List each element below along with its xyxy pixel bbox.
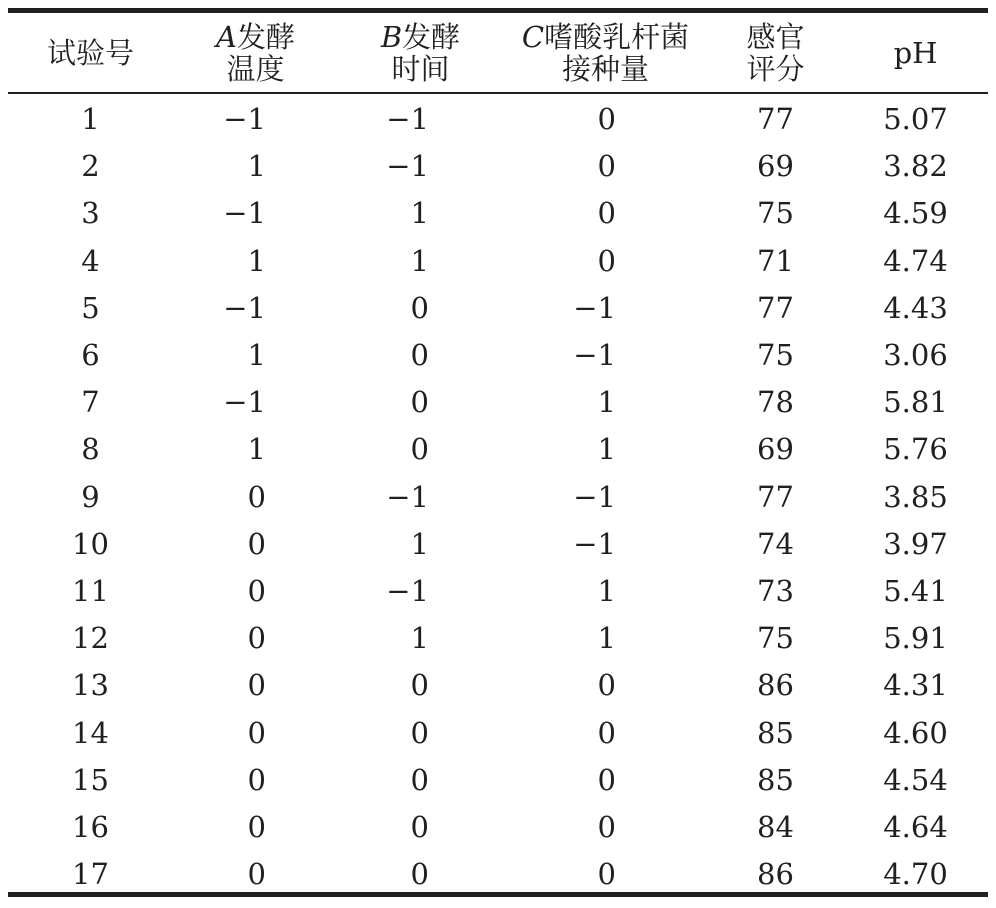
table-row bbox=[8, 96, 988, 143]
factor-b-cell: 1 bbox=[410, 196, 429, 231]
sensory-score-cell: 78 bbox=[757, 385, 794, 420]
ph-cell: 5.07 bbox=[883, 102, 948, 137]
table-row bbox=[8, 190, 988, 237]
header-sensory-score-text2: 评分 bbox=[746, 51, 805, 86]
sensory-score-cell: 75 bbox=[757, 621, 794, 656]
ph-cell: 4.74 bbox=[883, 243, 948, 278]
header-factor-b-var: B bbox=[380, 19, 403, 54]
factor-b-cell: −1 bbox=[386, 573, 429, 608]
ph-cell: 4.31 bbox=[883, 668, 948, 703]
factor-a-cell: 0 bbox=[247, 526, 266, 561]
factor-c-cell: 0 bbox=[597, 809, 616, 844]
trial-no-cell: 12 bbox=[72, 621, 109, 656]
factor-a-cell: −1 bbox=[223, 385, 266, 420]
table-header bbox=[8, 13, 988, 92]
factor-c-cell: 0 bbox=[597, 762, 616, 797]
factor-a-cell: 0 bbox=[247, 857, 266, 892]
table-row bbox=[8, 426, 988, 473]
sensory-score-cell: 73 bbox=[757, 573, 794, 608]
trial-no-cell: 1 bbox=[81, 102, 100, 137]
trial-no-cell: 3 bbox=[81, 196, 100, 231]
ph-cell: 4.43 bbox=[883, 290, 948, 325]
factor-c-cell: 1 bbox=[597, 385, 616, 420]
header-trial-no-label: 试验号 bbox=[46, 35, 134, 70]
factor-b-cell: −1 bbox=[386, 102, 429, 137]
factor-c-cell: −1 bbox=[573, 526, 616, 561]
ph-cell: 3.06 bbox=[883, 338, 948, 373]
factor-b-cell: 0 bbox=[410, 432, 429, 467]
sensory-score-cell: 69 bbox=[757, 432, 794, 467]
factor-b-cell: 0 bbox=[410, 762, 429, 797]
ph-cell: 5.76 bbox=[883, 432, 948, 467]
sensory-score-cell: 86 bbox=[757, 668, 794, 703]
factor-b-cell: 1 bbox=[410, 243, 429, 278]
factor-a-cell: 1 bbox=[247, 432, 266, 467]
factor-a-cell: −1 bbox=[223, 290, 266, 325]
table-row bbox=[8, 143, 988, 190]
factor-c-cell: 0 bbox=[597, 102, 616, 137]
header-ph-label: pH bbox=[893, 35, 938, 70]
factor-b-cell: 0 bbox=[410, 668, 429, 703]
trial-no-cell: 11 bbox=[72, 573, 109, 608]
table-body bbox=[8, 96, 988, 898]
ph-cell: 4.59 bbox=[883, 196, 948, 231]
factor-a-cell: 0 bbox=[247, 715, 266, 750]
factor-c-cell: 0 bbox=[597, 196, 616, 231]
sensory-score-cell: 84 bbox=[757, 809, 794, 844]
ph-cell: 3.82 bbox=[883, 149, 948, 184]
header-trial-no bbox=[8, 13, 173, 92]
header-factor-b-text1: 发酵 bbox=[402, 19, 461, 54]
factor-b-cell: 0 bbox=[410, 857, 429, 892]
ph-cell: 4.70 bbox=[883, 857, 948, 892]
table-row bbox=[8, 615, 988, 662]
factor-c-cell: −1 bbox=[573, 479, 616, 514]
header-sensory-score-text1: 感官 bbox=[746, 19, 805, 54]
trial-no-cell: 5 bbox=[81, 290, 100, 325]
header-factor-b-text2: 时间 bbox=[391, 51, 450, 86]
sensory-score-cell: 77 bbox=[757, 290, 794, 325]
factor-a-cell: 0 bbox=[247, 762, 266, 797]
table-row bbox=[8, 285, 988, 332]
table-bottom-rule bbox=[8, 892, 988, 897]
trial-no-cell: 10 bbox=[72, 526, 109, 561]
table-row bbox=[8, 709, 988, 756]
sensory-score-cell: 71 bbox=[757, 243, 794, 278]
header-ph bbox=[843, 13, 988, 92]
factor-a-cell: 1 bbox=[247, 243, 266, 278]
trial-no-cell: 8 bbox=[81, 432, 100, 467]
ph-cell: 3.85 bbox=[883, 479, 948, 514]
factor-b-cell: 1 bbox=[410, 621, 429, 656]
factor-b-cell: 0 bbox=[410, 338, 429, 373]
factor-c-cell: 1 bbox=[597, 573, 616, 608]
sensory-score-cell: 69 bbox=[757, 149, 794, 184]
sensory-score-cell: 77 bbox=[757, 479, 794, 514]
ph-cell: 5.91 bbox=[883, 621, 948, 656]
factor-a-cell: −1 bbox=[223, 102, 266, 137]
header-factor-c-var: C bbox=[521, 19, 545, 54]
factor-c-cell: 0 bbox=[597, 857, 616, 892]
trial-no-cell: 2 bbox=[81, 149, 100, 184]
header-factor-a-text1: 发酵 bbox=[236, 19, 295, 54]
table-header-rule bbox=[8, 92, 988, 94]
factor-c-cell: 0 bbox=[597, 668, 616, 703]
factor-c-cell: 1 bbox=[597, 621, 616, 656]
sensory-score-cell: 74 bbox=[757, 526, 794, 561]
factor-c-cell: 0 bbox=[597, 149, 616, 184]
trial-no-cell: 6 bbox=[81, 338, 100, 373]
header-factor-a-text2: 温度 bbox=[226, 51, 285, 86]
factor-c-cell: −1 bbox=[573, 338, 616, 373]
trial-no-cell: 4 bbox=[81, 243, 100, 278]
ph-cell: 4.60 bbox=[883, 715, 948, 750]
table-row bbox=[8, 238, 988, 285]
factor-b-cell: −1 bbox=[386, 479, 429, 514]
sensory-score-cell: 85 bbox=[757, 762, 794, 797]
trial-no-cell: 16 bbox=[72, 809, 109, 844]
factor-c-cell: 1 bbox=[597, 432, 616, 467]
ph-cell: 5.81 bbox=[883, 385, 948, 420]
header-factor-a bbox=[173, 13, 338, 92]
sensory-score-cell: 85 bbox=[757, 715, 794, 750]
ph-cell: 5.41 bbox=[883, 573, 948, 608]
factor-b-cell: 1 bbox=[410, 526, 429, 561]
factor-a-cell: 1 bbox=[247, 149, 266, 184]
header-sensory-score bbox=[708, 13, 843, 92]
header-factor-c-text2: 接种量 bbox=[561, 51, 649, 86]
trial-no-cell: 7 bbox=[81, 385, 100, 420]
factor-a-cell: 0 bbox=[247, 668, 266, 703]
table-row bbox=[8, 379, 988, 426]
factor-a-cell: 1 bbox=[247, 338, 266, 373]
data-table bbox=[8, 8, 988, 898]
factor-c-cell: 0 bbox=[597, 243, 616, 278]
table-row bbox=[8, 757, 988, 804]
header-factor-b bbox=[338, 13, 503, 92]
header-factor-a-var: A bbox=[216, 19, 237, 54]
factor-c-cell: −1 bbox=[573, 290, 616, 325]
factor-a-cell: 0 bbox=[247, 479, 266, 514]
trial-no-cell: 9 bbox=[81, 479, 100, 514]
factor-c-cell: 0 bbox=[597, 715, 616, 750]
ph-cell: 4.64 bbox=[883, 809, 948, 844]
factor-a-cell: 0 bbox=[247, 573, 266, 608]
header-factor-c-text1: 嗜酸乳杆菌 bbox=[544, 19, 690, 54]
factor-b-cell: 0 bbox=[410, 290, 429, 325]
factor-b-cell: 0 bbox=[410, 809, 429, 844]
header-factor-b-line1 bbox=[381, 21, 460, 53]
table-row bbox=[8, 804, 988, 851]
sensory-score-cell: 75 bbox=[757, 338, 794, 373]
table-row bbox=[8, 521, 988, 568]
header-factor-a-line1 bbox=[216, 21, 295, 53]
table-row bbox=[8, 474, 988, 521]
ph-cell: 3.97 bbox=[883, 526, 948, 561]
factor-a-cell: 0 bbox=[247, 621, 266, 656]
trial-no-cell: 17 bbox=[72, 857, 109, 892]
sensory-score-cell: 75 bbox=[757, 196, 794, 231]
table-row bbox=[8, 332, 988, 379]
factor-a-cell: −1 bbox=[223, 196, 266, 231]
table-row bbox=[8, 568, 988, 615]
table-row bbox=[8, 662, 988, 709]
ph-cell: 4.54 bbox=[883, 762, 948, 797]
sensory-score-cell: 77 bbox=[757, 102, 794, 137]
factor-b-cell: 0 bbox=[410, 385, 429, 420]
header-factor-c-line1 bbox=[522, 21, 689, 53]
factor-b-cell: 0 bbox=[410, 715, 429, 750]
factor-a-cell: 0 bbox=[247, 809, 266, 844]
trial-no-cell: 14 bbox=[72, 715, 109, 750]
factor-b-cell: −1 bbox=[386, 149, 429, 184]
trial-no-cell: 15 bbox=[72, 762, 109, 797]
sensory-score-cell: 86 bbox=[757, 857, 794, 892]
trial-no-cell: 13 bbox=[72, 668, 109, 703]
header-factor-c bbox=[503, 13, 708, 92]
